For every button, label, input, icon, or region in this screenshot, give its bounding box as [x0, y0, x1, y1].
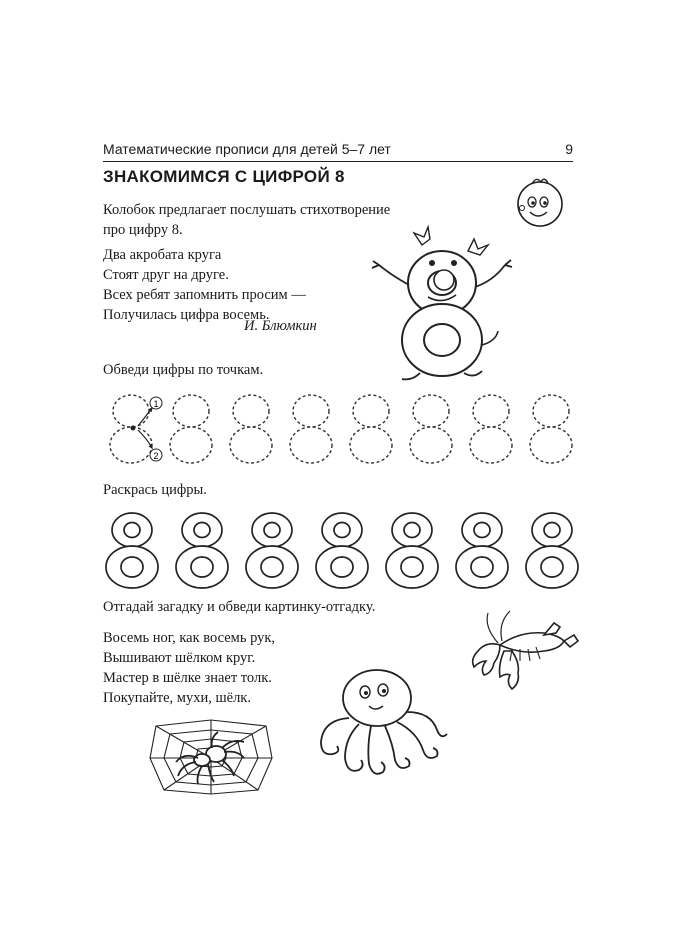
page-header: [103, 137, 573, 162]
arrow-up-icon: [138, 408, 152, 426]
dancing-eight-icon: [362, 215, 522, 385]
spider-web-icon[interactable]: [148, 718, 274, 796]
riddle-line: Мастер в шёлке знает толк.: [103, 670, 272, 686]
dotted-eight[interactable]: [410, 395, 452, 463]
dotted-eight[interactable]: [350, 395, 392, 463]
book-title: Математические прописи для детей 5–7 лет: [103, 141, 391, 157]
poem-line: Получилась цифра восемь.: [103, 307, 270, 323]
outline-eight[interactable]: [526, 513, 578, 588]
riddle: [103, 628, 275, 708]
color-digits-row[interactable]: [98, 508, 588, 590]
dotted-eight[interactable]: [230, 395, 272, 463]
outline-eight[interactable]: [246, 513, 298, 588]
arrow-down-icon: [138, 430, 152, 448]
riddle-instruction: Отгадай загадку и обведи картинку-отгадку.: [103, 599, 376, 615]
outline-eight[interactable]: [176, 513, 228, 588]
riddle-line: Вышивают шёлком круг.: [103, 650, 256, 666]
page-number: 9: [565, 141, 573, 157]
intro-text: [103, 200, 390, 240]
outline-eight[interactable]: [456, 513, 508, 588]
outline-eight[interactable]: [386, 513, 438, 588]
trace-instruction: Обведи цифры по точкам.: [103, 362, 264, 378]
poem-line: Всех ребят запомнить просим —: [103, 287, 306, 303]
trace-digits-row[interactable]: [98, 388, 578, 470]
dotted-eight[interactable]: [530, 395, 572, 463]
color-instruction: Раскрась цифры.: [103, 482, 207, 498]
dotted-eight[interactable]: [470, 395, 512, 463]
poem: [103, 245, 306, 325]
step-hint-2: 2: [153, 451, 159, 461]
outline-eight[interactable]: [316, 513, 368, 588]
start-point-icon: [131, 426, 136, 431]
dotted-eight[interactable]: [170, 395, 212, 463]
poem-author: И. Блюмкин: [244, 318, 317, 334]
poem-line: Стоят друг на друге.: [103, 267, 229, 283]
step-hint-1: 1: [153, 399, 159, 409]
riddle-line: Восемь ног, как восемь рук,: [103, 630, 276, 646]
riddle-line: Покупайте, мухи, шёлк.: [103, 690, 251, 706]
intro-line: про цифру 8.: [103, 222, 183, 238]
section-title: ЗНАКОМИМСЯ С ЦИФРОЙ 8: [103, 167, 345, 186]
intro-line: Колобок предлагает послушать стихотворение: [103, 202, 391, 218]
crayfish-icon[interactable]: [452, 605, 582, 697]
dotted-eight[interactable]: [290, 395, 332, 463]
poem-line: Два акробата круга: [103, 247, 222, 263]
outline-eight[interactable]: [106, 513, 158, 588]
octopus-icon[interactable]: [305, 660, 455, 790]
